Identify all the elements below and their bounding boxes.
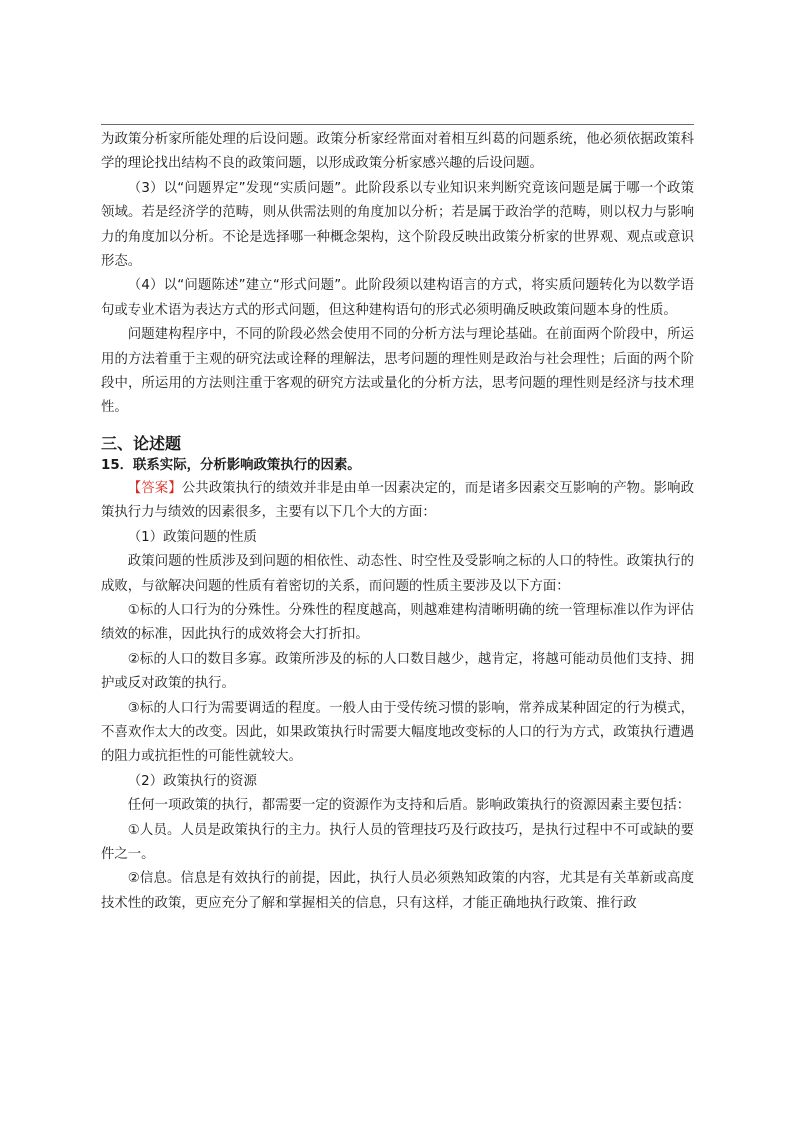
answer-point-3: ③标的人口行为需要调适的程度。一般人由于受传统习惯的影响，常养成某种固定的行为模式，不喜欢作太大的改变。因此，如果政策执行时需要大幅度地改变标的人口的行为方式，政策执行遭遇的阻力或抗拒性的可能性就较大。 <box>101 700 694 765</box>
answer-heading-1: （1）政策问题的性质 <box>127 529 257 545</box>
answer-point-2: ②标的人口的数目多寡。政策所涉及的标的人口数目越少，越肯定，将越可能动员他们支持、拥护或反对政策的执行。 <box>101 651 694 692</box>
paragraph-step-4: （4）以“问题陈述”建立“形式问题”。此阶段须以建构语言的方式，将实质问题转化为以数学语句或专业术语为表达方式的形式问题，但这种建构语句的形式必须明确反映政策问题本身的性质。 <box>101 278 694 318</box>
answer-point-1: ①人员。人员是政策执行的主力。执行人员的管理技巧及行政技巧，是执行过程中不可或缺的要件之一。 <box>101 822 694 862</box>
paragraph-summary: 问题建构程序中，不同的阶段必然会使用不同的分析方法与理论基础。在前面两个阶段中，所运用的方法着重于主观的研究法或诠释的理解法，思考问题的理性则是政治与社会理性；后面的两个阶段中，所运用的方法则注重于客观的研究方法或量化的分析方法，思考问题的理性则是经济与技术理性。 <box>101 327 694 416</box>
document-body <box>101 128 694 916</box>
answer-paragraph: 任何一项政策的执行，都需要一定的资源作为支持和后盾。影响政策执行的资源因素主要包括： <box>127 798 691 814</box>
section-title: 三、论述题 <box>101 433 182 453</box>
question-15 <box>101 455 694 477</box>
answer-intro-paragraph <box>101 477 694 526</box>
answer-point-1: ①标的人口行为的分殊性。分殊性的程度越高，则越难建构清晰明确的统一管理标准以作为评估绩效的标准，因此执行的成效将会大打折扣。 <box>101 602 694 643</box>
question-text: 联系实际，分析影响政策执行的因素。 <box>133 457 361 473</box>
spacer <box>101 421 694 433</box>
answer-tag: 【答案】 <box>127 480 182 496</box>
question-number: 15． <box>101 457 134 473</box>
header-rule <box>101 124 694 125</box>
answer-heading-2: （2）政策执行的资源 <box>127 773 257 789</box>
answer-point-2: ②信息。信息是有效执行的前提，因此，执行人员必须熟知政策的内容，尤其是有关革新或高度技术性的政策，更应充分了解和掌握相关的信息，只有这样，才能正确地执行政策、推行政 <box>101 871 694 911</box>
paragraph-continued: 为政策分析家所能处理的后设问题。政策分析家经常面对着相互纠葛的问题系统，他必须依据政策科学的理论找出结构不良的政策问题，以形成政策分析家感兴趣的后设问题。 <box>101 132 694 172</box>
answer-intro: 公共政策执行的绩效并非是由单一因素决定的，而是诸多因素交互影响的产物。影响政策执行力与绩效的因素很多，主要有以下几个大的方面： <box>101 480 695 521</box>
answer-paragraph: 政策问题的性质涉及到问题的相依性、动态性、时空性及受影响之标的人口的特性。政策执行的成败，与欲解决问题的性质有着密切的关系，而问题的性质主要涉及以下方面： <box>101 554 694 594</box>
paragraph-step-3: （3）以“问题界定”发现“实质问题”。此阶段系以专业知识来判断究竟该问题是属于哪一个政策领域。若是经济学的范畴，则从供需法则的角度加以分析；若是属于政治学的范畴，则以权力与影响力的角度加以分析。不论是选择哪一种概念架构，这个阶段反映出政策分析家的世界观、观点或意识形态。 <box>101 180 694 270</box>
